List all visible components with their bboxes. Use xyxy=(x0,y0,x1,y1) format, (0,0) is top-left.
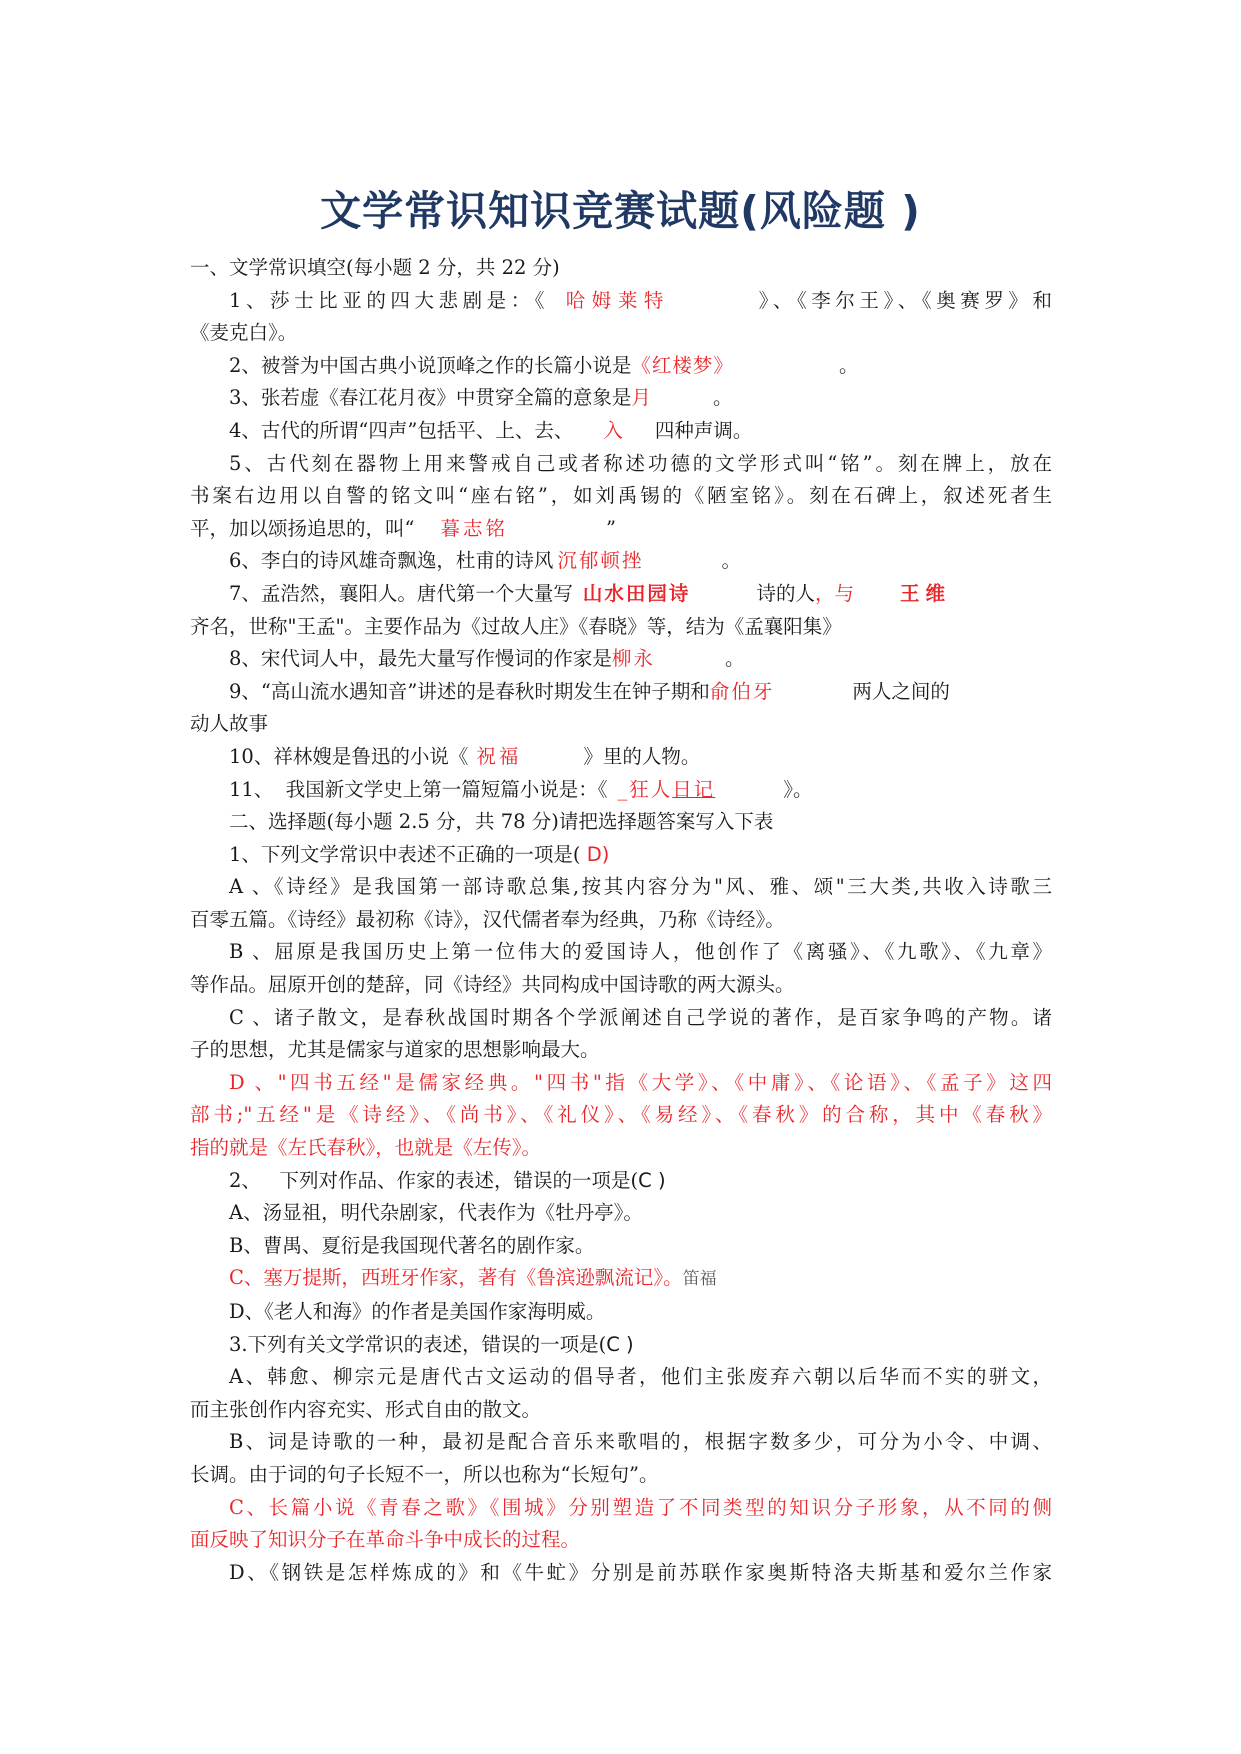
option-d: D、《钢铁是怎样炼成的》和《牛虻》分别是前苏联作家奥斯特洛夫斯基和爱尔兰作家 xyxy=(229,1560,1052,1584)
section-heading: 二、选择题(每小题 2.5 分，共 78 分)请把选择题答案写入下表 xyxy=(229,810,774,834)
question-1-cont: 《麦克白》。 xyxy=(190,321,298,345)
question-1 xyxy=(190,285,1052,318)
question-text: ” xyxy=(606,516,616,540)
question-8 xyxy=(190,643,1052,676)
answer: 柳永 xyxy=(611,647,655,671)
question-text: 。 xyxy=(721,549,741,573)
option-d-cont: 部书;"五经"是《诗经》、《尚书》、《礼仪》、《易经》、《春秋》的合称，其中《春秋》 xyxy=(190,1103,1052,1127)
question-11 xyxy=(190,774,1052,807)
question-text: 诗的人 xyxy=(756,581,815,605)
answer: 日记 xyxy=(672,777,716,801)
question-text: 1、下列文学常识中表述不正确的一项是( xyxy=(229,842,581,866)
question-7 xyxy=(190,578,1052,611)
mc-question-3 xyxy=(190,1329,1052,1362)
question-text: 9、“高山流水遇知音”讲述的是春秋时期发生在钟子期和 xyxy=(229,679,710,703)
option-b: B 、屈原是我国历史上第一位伟大的爱国诗人，他创作了《离骚》、《九歌》、《九章》 xyxy=(229,940,1052,964)
question-6 xyxy=(190,545,1052,578)
question-text: 》里的人物。 xyxy=(583,744,701,768)
option-b-cont: 等作品。屈原开创的楚辞，同《诗经》共同构成中国诗歌的两大源头。 xyxy=(190,973,795,997)
answer: 哈姆莱特 xyxy=(561,288,670,312)
option-c: C 、诸子散文，是春秋战国时期各个学派阐述自己学说的著作，是百家争鸣的产物。诸 xyxy=(229,1005,1052,1029)
question-text: 2、被誉为中国古典小说顶峰之作的长篇小说是 xyxy=(229,353,632,377)
option-a-cont: 而主张创作内容充实、形式自由的散文。 xyxy=(190,1397,542,1421)
answer: C ) xyxy=(638,1168,666,1192)
question-4 xyxy=(190,415,1052,448)
option-d-cont: 指的就是《左氏春秋》，也就是《左传》。 xyxy=(190,1136,542,1160)
answer: 《红楼梦》 xyxy=(631,353,734,377)
option-c-correct: C、长篇小说《青春之歌》《围城》分别塑造了不同类型的知识分子形象，从不同的侧 xyxy=(229,1495,1052,1519)
question-text: 2、 下列对作品、作家的表述，错误的一项是( xyxy=(229,1168,639,1192)
answer: 沉郁顿挫 xyxy=(557,549,644,573)
question-9 xyxy=(190,676,1052,709)
answer: 月 xyxy=(631,386,651,410)
question-text: 》。 xyxy=(783,777,813,801)
question-text: 。 xyxy=(712,386,733,410)
option-text: C、塞万提斯，西班牙作家，著有《鲁滨逊飘流记》。 xyxy=(229,1266,683,1290)
section-heading: 一、文学常识填空(每小题 2 分，共 22 分) xyxy=(190,256,560,279)
question-10 xyxy=(190,741,1052,774)
question-text: 11、 我国新文学史上第一篇短篇小说是：《 xyxy=(229,777,608,801)
question-text: 。 xyxy=(838,353,859,377)
question-text: 3.下列有关文学常识的表述，错误的一项是( xyxy=(229,1332,607,1356)
option-c-cont: 面反映了知识分子在革命斗争中成长的过程。 xyxy=(190,1528,581,1552)
option-a: A 、《诗经》是我国第一部诗歌总集,按其内容分为"风、雅、颂"三大类,共收入诗歌三 xyxy=(229,875,1052,899)
option-a-cont: 百零五篇。《诗经》最初称《诗》，汉代儒者奉为经典，乃称《诗经》。 xyxy=(190,907,785,931)
question-text: 。 xyxy=(724,647,745,671)
document-body xyxy=(190,252,1052,1589)
question-text: 平，加以颂扬追思的，叫“ xyxy=(190,516,415,540)
question-5-cont xyxy=(190,513,1052,546)
question-text: 3、张若虚《春江花月夜》中贯穿全篇的意象是 xyxy=(229,386,632,410)
correction-note: 笛福 xyxy=(682,1269,717,1290)
mc-question-1 xyxy=(190,839,1052,872)
question-text: 》、《李尔王》、《奥赛罗》和 xyxy=(754,288,1052,312)
option-b-cont: 长调。由于词的句子长短不一，所以也称为“长短句”。 xyxy=(190,1462,659,1486)
question-text: 8、宋代词人中，最先大量写作慢词的作家是 xyxy=(229,647,612,671)
option-a: A、韩愈、柳宗元是唐代古文运动的倡导者，他们主张废弃六朝以后华而不实的骈文， xyxy=(229,1365,1052,1389)
answer: 暮志铭 xyxy=(440,516,508,540)
option-a: A、汤显祖，明代杂剧家，代表作为《牡丹亭》。 xyxy=(229,1201,643,1225)
question-2 xyxy=(190,350,1052,383)
answer: C ) xyxy=(606,1332,634,1356)
answer: _狂人 xyxy=(617,777,673,801)
option-c-correct xyxy=(190,1262,1052,1296)
question-text: 7、孟浩然，襄阳人。唐代第一个大量写 xyxy=(229,581,573,605)
option-d: D、《老人和海》的作者是美国作家海明威。 xyxy=(229,1300,606,1323)
question-9-cont: 动人故事 xyxy=(190,712,269,736)
answer: 入 xyxy=(603,418,623,442)
question-5-cont: 书案右边用以自警的铭文叫“座右铭”，如刘禹锡的《陋室铭》。刻在石碑上，叙述死者生 xyxy=(190,484,1052,508)
answer: D) xyxy=(580,842,610,866)
question-text: 两人之间的 xyxy=(852,679,950,703)
question-text: 四种声调。 xyxy=(654,418,753,442)
question-7-cont: 齐名，世称"王孟"。主要作品为《过故人庄》《春晓》等，结为《孟襄阳集》 xyxy=(190,614,842,638)
question-text: 1、莎士比亚的四大悲剧是：《 xyxy=(229,288,550,312)
answer: 山水田园诗 xyxy=(582,581,691,605)
document-title: 文学常识知识竞赛试题(风险题 ) xyxy=(320,187,921,235)
mc-question-2 xyxy=(190,1165,1052,1198)
question-text: 6、李白的诗风雄奇飘逸，杜甫的诗风 xyxy=(229,549,554,573)
answer: 俞伯牙 xyxy=(709,679,775,703)
question-5: 5、古代刻在器物上用来警戒自己或者称述功德的文学形式叫“铭”。刻在牌上，放在 xyxy=(229,451,1052,475)
question-text: 4、古代的所谓“四声”包括平、上、去、 xyxy=(229,418,574,442)
answer: 王维 xyxy=(899,581,951,605)
option-b: B、词是诗歌的一种，最初是配合音乐来歌唱的，根据字数多少，可分为小令、中调、 xyxy=(229,1430,1052,1454)
question-3 xyxy=(190,382,1052,415)
option-b: B、曹禺、夏衍是我国现代著名的剧作家。 xyxy=(229,1233,595,1257)
answer: 祝福 xyxy=(476,744,522,768)
question-text: 10、祥林嫂是鲁迅的小说《 xyxy=(229,744,469,768)
option-d-correct: D 、"四书五经"是儒家经典。"四书"指《大学》、《中庸》、《论语》、《孟子》这四 xyxy=(229,1070,1052,1094)
answer-text: ，与 xyxy=(814,581,854,605)
option-c-cont: 子的思想，尤其是儒家与道家的思想影响最大。 xyxy=(190,1038,600,1062)
